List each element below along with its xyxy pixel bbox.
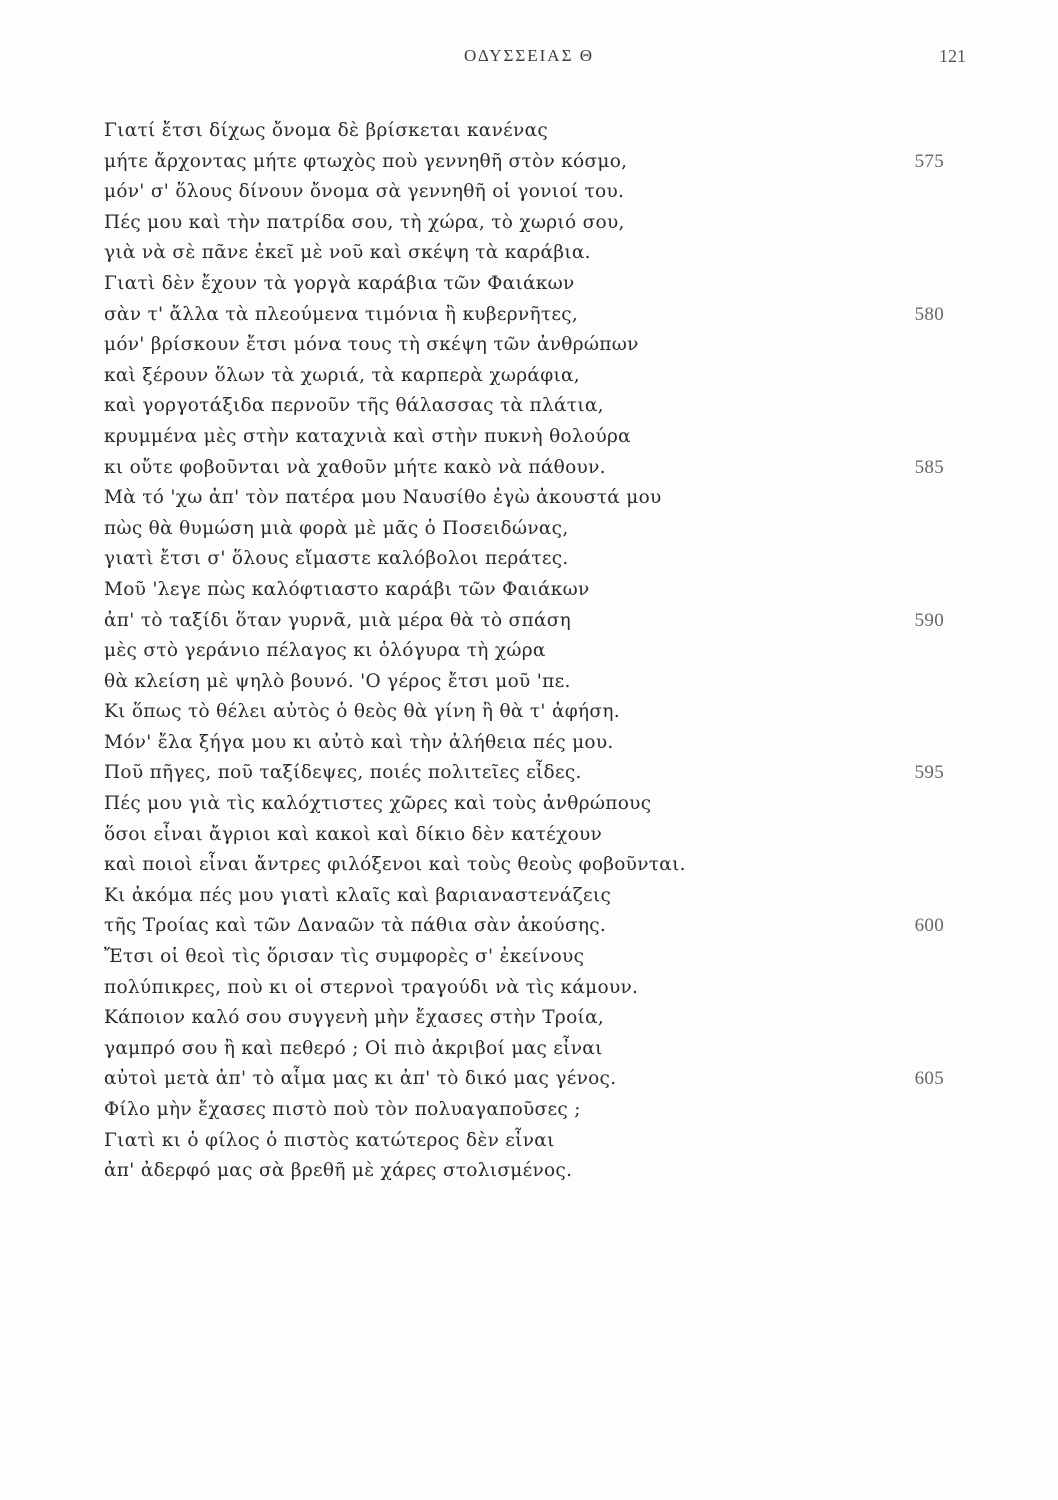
line-number: 600	[914, 915, 944, 937]
verse-text: μὲς στὸ γεράνιο πέλαγος κι ὁλόγυρα τὴ χώρα	[104, 640, 546, 662]
verse-text: αὐτοὶ μετὰ ἀπ' τὸ αἷμα μας κι ἀπ' τὸ δικό μας γένος.	[104, 1068, 617, 1090]
verse-line	[104, 911, 964, 942]
line-number: 585	[914, 456, 944, 478]
verse-text: μόν' βρίσκουν ἔτσι μόνα τους τὴ σκέψη τῶν ἀνθρώπων	[104, 334, 639, 356]
line-number: 605	[914, 1068, 944, 1090]
verse-line	[104, 147, 964, 178]
verse-line	[104, 483, 964, 514]
verse-list	[104, 116, 964, 1187]
verse-line	[104, 238, 964, 269]
verse-text: μήτε ἄρχοντας μήτε φτωχὸς ποὺ γεννηθῆ στὸν κόσμο,	[104, 150, 628, 172]
verse-text: Κι ἀκόμα πές μου γιατὶ κλαῖς καὶ βαριαναστενάζεις	[104, 884, 612, 906]
verse-text: Ἔτσι οἱ θεοὶ τὶς ὅρισαν τὶς συμφορὲς σ' ἐκείνους	[104, 946, 585, 968]
verse-text: Γιατί ἔτσι δίχως ὄνομα δὲ βρίσκεται κανένας	[104, 120, 549, 141]
verse-line	[104, 208, 964, 239]
verse-line	[104, 697, 964, 728]
verse-text: ἀπ' ἀδερφό μας σὰ βρεθῆ μὲ χάρες στολισμένος.	[104, 1160, 573, 1182]
verse-text: καὶ γοργοτάξιδα περνοῦν τῆς θάλασσας τὰ πλάτια,	[104, 395, 604, 417]
verse-text: καὶ ξέρουν ὅλων τὰ χωριά, τὰ καρπερὰ χωράφια,	[104, 364, 580, 386]
verse-line	[104, 942, 964, 973]
line-number: 580	[914, 303, 944, 325]
verse-line	[104, 850, 964, 881]
verse-line	[104, 453, 964, 484]
verse-text: Κι ὅπως τὸ θέλει αὐτὸς ὁ θεὸς θὰ γίνη ἢ θὰ τ' ἀφήση.	[104, 701, 620, 723]
verse-text: μόν' σ' ὅλους δίνουν ὄνομα σὰ γεννηθῆ οἱ γονιοί του.	[104, 181, 625, 203]
verse-line	[104, 973, 964, 1004]
verse-text: Ποῦ πῆγες, ποῦ ταξίδεψες, ποιές πολιτεῖες εἶδες.	[104, 762, 582, 784]
verse-line	[104, 1064, 964, 1095]
verse-line	[104, 1034, 964, 1065]
verse-line	[104, 1126, 964, 1157]
verse-text: ὅσοι εἶναι ἄγριοι καὶ κακοὶ καὶ δίκιο δὲν κατέχουν	[104, 823, 603, 845]
verse-text: ἀπ' τὸ ταξίδι ὅταν γυρνᾶ, μιὰ μέρα θὰ τὸ σπάση	[104, 609, 572, 631]
verse-line	[104, 575, 964, 606]
verse-line	[104, 391, 964, 422]
verse-text: Φίλο μὴν ἔχασες πιστὸ ποὺ τὸν πολυαγαποῦσες ;	[104, 1099, 581, 1120]
line-number: 575	[914, 150, 944, 172]
verse-line	[104, 789, 964, 820]
verse-line	[104, 544, 964, 575]
verse-text: θὰ κλείση μὲ ψηλὸ βουνό. 'Ο γέρος ἔτσι μοῦ 'πε.	[104, 670, 571, 692]
line-number: 590	[914, 609, 944, 631]
verse-line	[104, 330, 964, 361]
verse-line	[104, 514, 964, 545]
verse-line	[104, 820, 964, 851]
verse-text: Μόν' ἔλα ξήγα μου κι αὐτὸ καὶ τὴν ἀλήθεια πές μου.	[104, 731, 614, 753]
verse-text: κι οὔτε φοβοῦνται νὰ χαθοῦν μήτε κακὸ νὰ πάθουν.	[104, 456, 606, 478]
verse-text: γιατὶ ἔτσι σ' ὅλους εἴμαστε καλόβολοι περάτες.	[104, 548, 569, 570]
verse-text: Μοῦ 'λεγε πὼς καλόφτιαστο καράβι τῶν Φαιάκων	[104, 578, 590, 600]
running-header	[0, 46, 1058, 76]
verse-line	[104, 361, 964, 392]
verse-line	[104, 1156, 964, 1187]
verse-line	[104, 422, 964, 453]
verse-line	[104, 758, 964, 789]
running-title: ΟΔΥΣΣΕΙΑΣ Θ	[463, 46, 595, 65]
verse-text: Κάποιον καλό σου συγγενὴ μὴν ἔχασες στὴν Τροία,	[104, 1007, 605, 1029]
verse-line	[104, 667, 964, 698]
verse-line	[104, 1003, 964, 1034]
verse-text: Γιατὶ κι ὁ φίλος ὁ πιστὸς κατώτερος δὲν εἶναι	[104, 1129, 555, 1151]
verse-text: σὰν τ' ἄλλα τὰ πλεούμενα τιμόνια ἢ κυβερνῆτες,	[104, 303, 579, 325]
verse-line	[104, 881, 964, 912]
verse-line	[104, 1095, 964, 1126]
verse-text: γιὰ νὰ σὲ πᾶνε ἐκεῖ μὲ νοῦ καὶ σκέψη τὰ καράβια.	[104, 242, 591, 264]
verse-text: καὶ ποιοὶ εἶναι ἄντρες φιλόξενοι καὶ τοὺς θεοὺς φοβοῦνται.	[104, 854, 686, 876]
verse-text: Πές μου καὶ τὴν πατρίδα σου, τὴ χώρα, τὸ χωριό σου,	[104, 211, 625, 233]
verse-line	[104, 636, 964, 667]
verse-line	[104, 728, 964, 759]
verse-line	[104, 269, 964, 300]
verse-text: τῆς Τροίας καὶ τῶν Δαναῶν τὰ πάθια σὰν ἀκούσης.	[104, 915, 607, 937]
verse-line	[104, 606, 964, 637]
verse-text: κρυμμένα μὲς στὴν καταχνιὰ καὶ στὴν πυκνὴ θολούρα	[104, 425, 631, 447]
verse-text: γαμπρό σου ἢ καὶ πεθερό ; Οἱ πιὸ ἀκριβοί μας εἶναι	[104, 1037, 603, 1059]
verse-text: Μὰ τό 'χω ἀπ' τὸν πατέρα μου Ναυσίθο ἐγὼ ἀκουστά μου	[104, 487, 662, 509]
verse-text: πολύπικρες, ποὺ κι οἱ στερνοὶ τραγούδι νὰ τὶς κάμουν.	[104, 976, 639, 998]
page-number: 121	[939, 46, 966, 66]
verse-text: πὼς θὰ θυμώση μιὰ φορὰ μὲ μᾶς ὁ Ποσειδώνας,	[104, 517, 569, 539]
line-number: 595	[914, 762, 944, 784]
verse-line	[104, 116, 964, 147]
verse-text: Πές μου γιὰ τὶς καλόχτιστες χῶρες καὶ τοὺς ἀνθρώπους	[104, 793, 652, 815]
verse-text: Γιατὶ δὲν ἔχουν τὰ γοργὰ καράβια τῶν Φαιάκων	[104, 272, 575, 294]
verse-line	[104, 177, 964, 208]
verse-line	[104, 300, 964, 331]
